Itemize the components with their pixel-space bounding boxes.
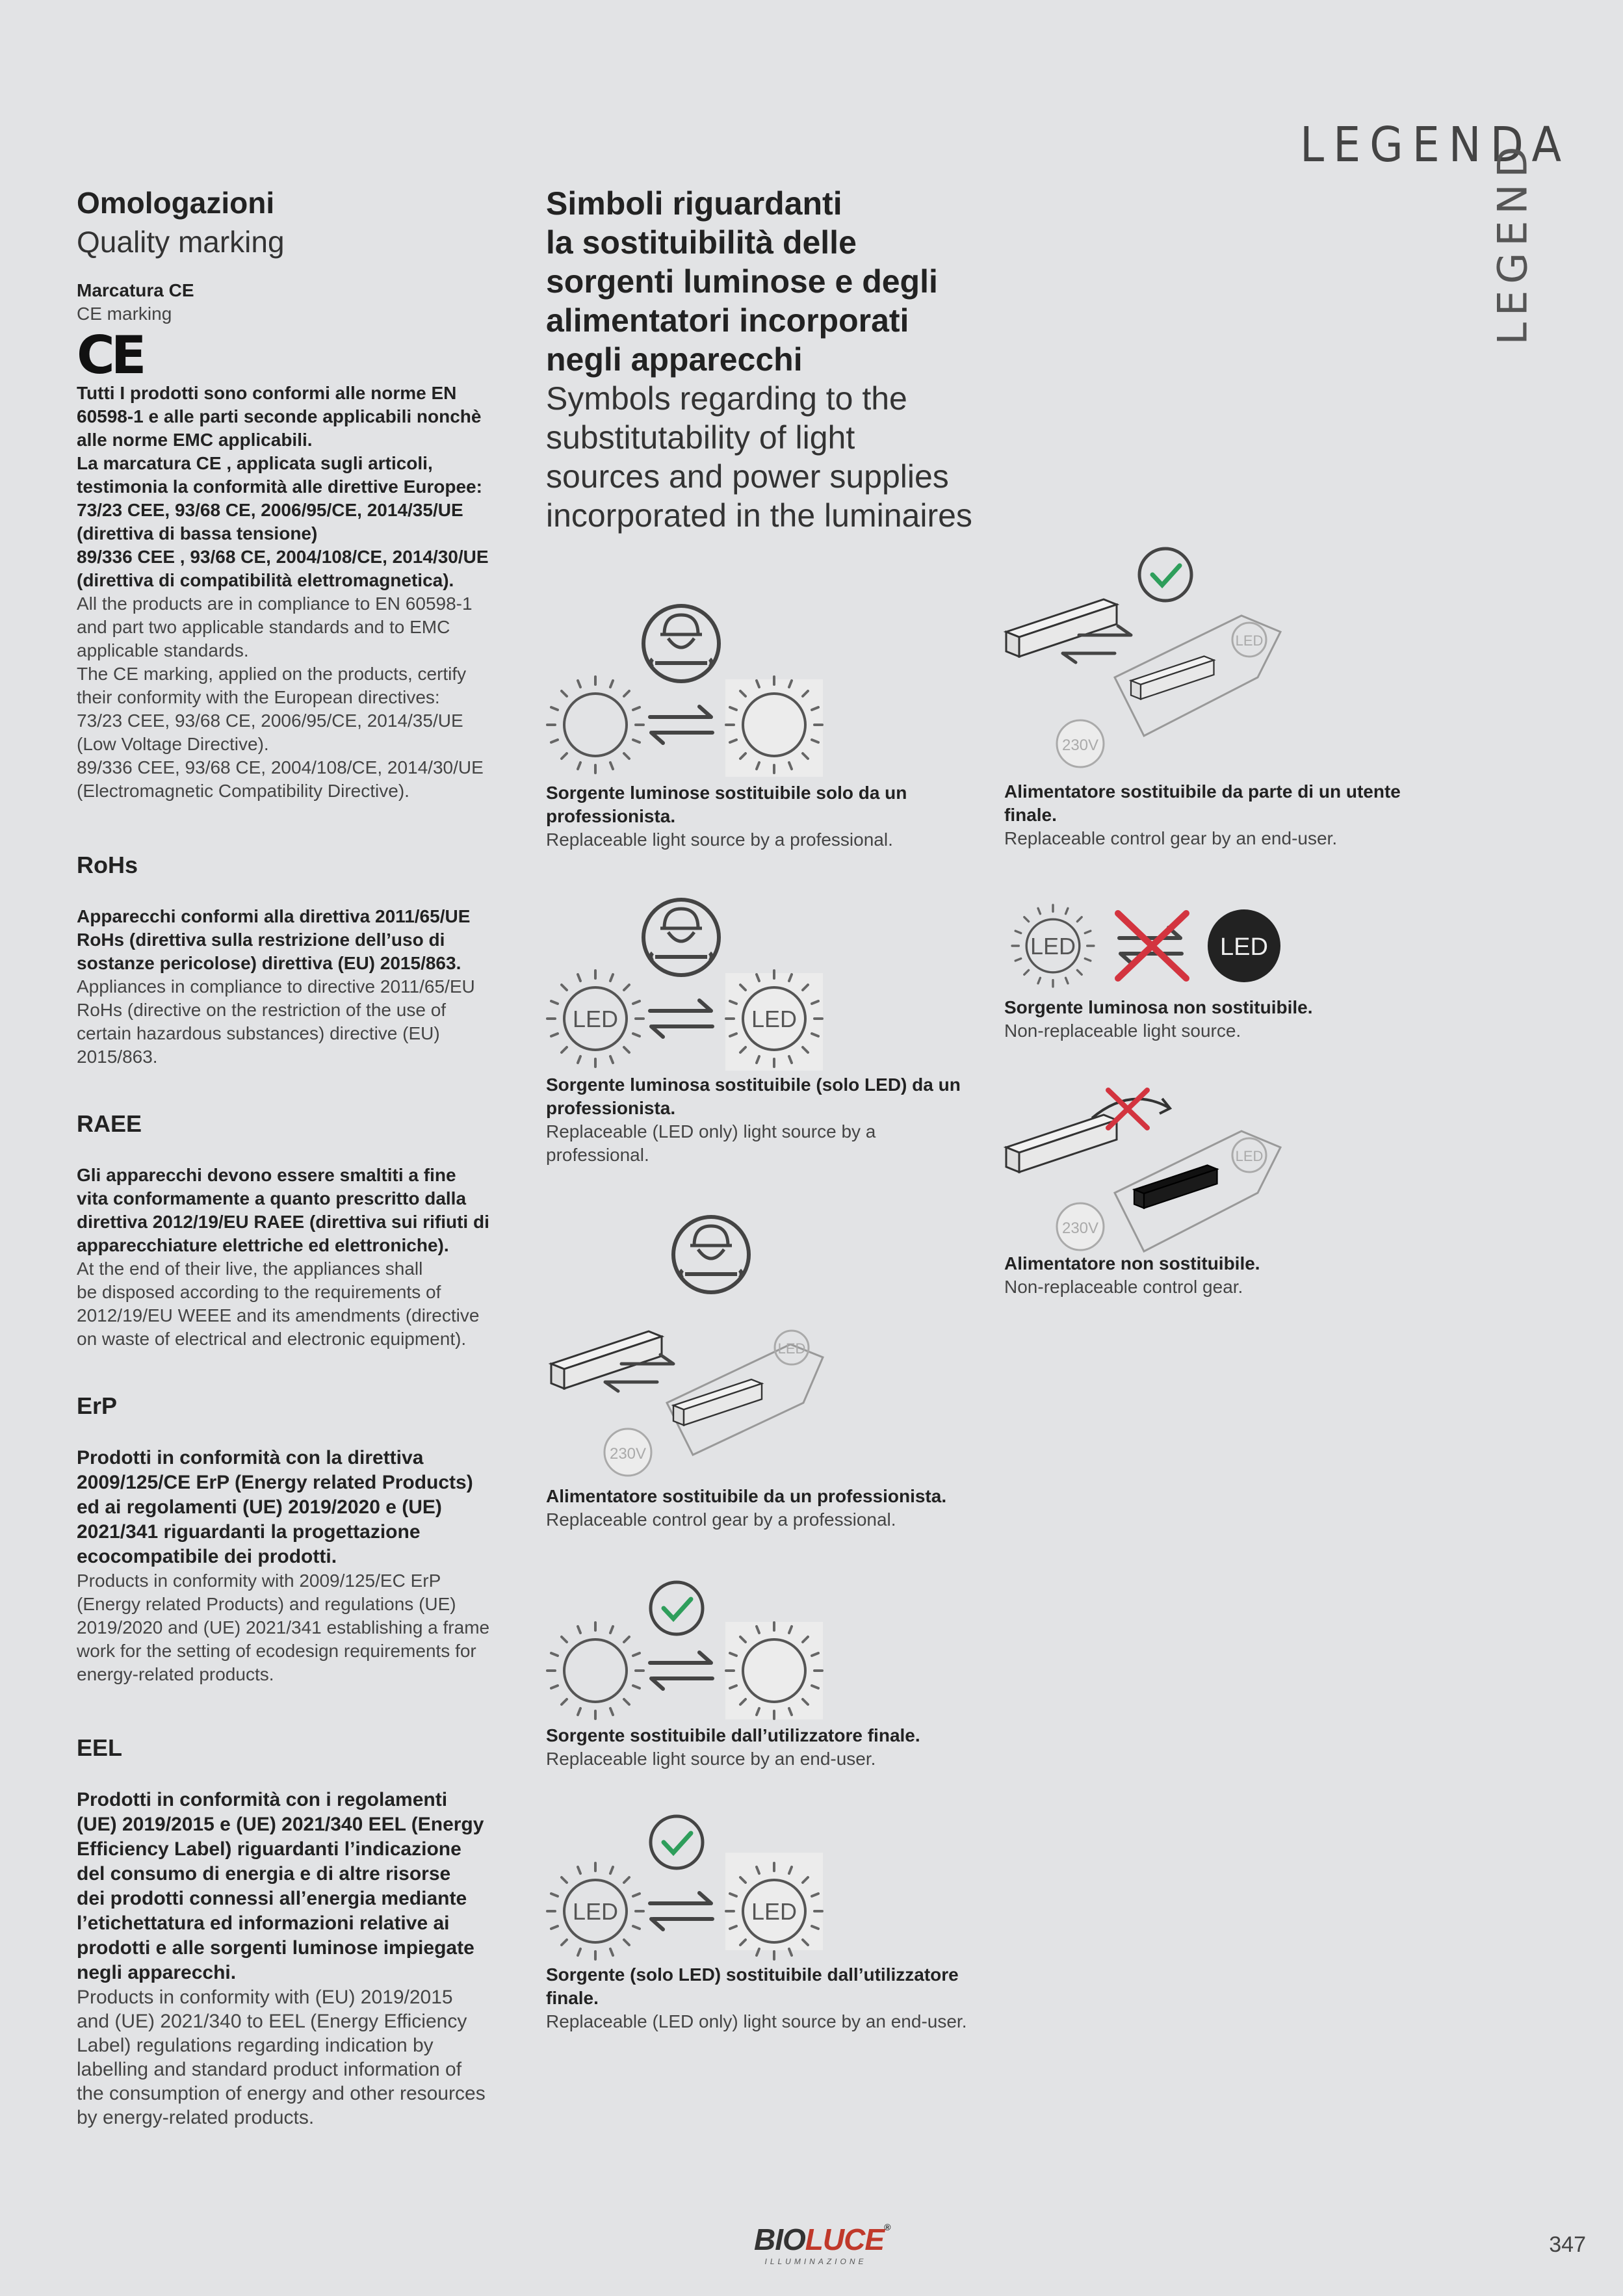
middle-item-1-caption (546, 781, 1014, 852)
text-line: Non-replaceable control gear. (1004, 1277, 1243, 1297)
logo-registered-mark: ® (884, 2222, 890, 2232)
text-line: 2019/2020 and (UE) 2021/341 establishing a frame (77, 1617, 490, 1637)
led-label: LED (572, 1006, 619, 1032)
end-user-light-source-swap-icon (543, 1573, 829, 1723)
text-line: sorgenti luminose e degli (546, 263, 938, 300)
text-line: and (UE) 2021/340 to EEL (Energy Efficiency (77, 2011, 467, 2032)
logo-luce-text: LUCE (805, 2223, 885, 2256)
text-line: testimonia la conformità alle direttive Europee: (77, 476, 482, 497)
text-line: la sostituibilità delle (546, 224, 857, 261)
text-line: Prodotti in conformità con la direttiva (77, 1447, 424, 1468)
non-replaceable-control-gear-icon (1001, 1082, 1287, 1258)
text-line: 2021/341 riguardanti la progettazione (77, 1521, 421, 1543)
led-label: LED (572, 1898, 619, 1925)
text-line: alle norme EMC applicabili. (77, 430, 313, 450)
right-item-3-caption (1004, 1252, 1472, 1299)
text-line: (direttiva di compatibilità elettromagnetica). (77, 570, 454, 591)
approvals-title-it: Omologazioni (77, 186, 275, 220)
text-line: sostanze pericolose) direttiva (EU) 2015/863. (77, 953, 461, 973)
led-label: LED (1235, 1148, 1264, 1164)
text-line: (Low Voltage Directive). (77, 734, 269, 755)
text-line: Alimentatore sostituibile da un professionista. (546, 1486, 947, 1506)
text-line: the consumption of energy and other resources (77, 2083, 486, 2104)
led-label: LED (777, 1340, 806, 1357)
text-line: finale. (546, 1988, 599, 2008)
text-line: professionista. (546, 806, 676, 826)
text-line: Sorgente luminosa sostituibile (solo LED) da un (546, 1075, 961, 1095)
voltage-label: 230V (609, 1445, 647, 1463)
text-line: 73/23 CEE, 93/68 CE, 2006/95/CE, 2014/35/UE (77, 500, 463, 521)
text-line: vita conformamente a quanto prescritto dalla (77, 1188, 467, 1208)
text-line: Sorgente (solo LED) sostituibile dall’utilizzatore (546, 1964, 959, 1985)
text-line: ecocompatibile dei prodotti. (77, 1546, 337, 1567)
erp-section (77, 1392, 519, 1686)
text-line: Appliances in compliance to directive 2011/65/EU (77, 976, 475, 997)
text-line: Label) regulations regarding indication by (77, 2035, 434, 2056)
text-line: 73/23 CEE, 93/68 CE, 2006/95/CE, 2014/35/UE (77, 711, 463, 731)
text-line: Products in conformity with 2009/125/EC ErP (77, 1571, 441, 1591)
text-line: La marcatura CE , applicata sugli articoli, (77, 453, 433, 474)
text-line: Efficiency Label) riguardanti l’indicazione (77, 1838, 461, 1860)
raee-title: RAEE (77, 1110, 142, 1137)
text-line: prodotti e alle sorgenti luminose impiegate (77, 1937, 474, 1959)
text-line: At the end of their live, the appliances shall (77, 1259, 423, 1279)
text-line: Gli apparecchi devono essere smaltiti a fine (77, 1165, 456, 1185)
voltage-label: 230V (1061, 1220, 1099, 1237)
text-line: dei prodotti connessi all’energia mediante (77, 1888, 467, 1909)
middle-item-2-caption (546, 1073, 1014, 1167)
text-line: professionista. (546, 1098, 676, 1118)
legend-vertical-heading (1483, 140, 1542, 346)
ce-title-it: Marcatura CE (77, 280, 194, 300)
text-line: professional. (546, 1145, 649, 1165)
middle-item-4-caption (546, 1724, 1014, 1771)
erp-title: ErP (77, 1392, 118, 1419)
logo-subtitle: ILLUMINAZIONE (764, 2257, 867, 2266)
bioluce-logo (754, 2222, 890, 2266)
text-line: 89/336 CEE , 93/68 CE, 2004/108/CE, 2014/30/UE (77, 547, 489, 567)
symbols-heading (546, 184, 1040, 535)
text-line: apparecchiature elettriche ed elettroniche). (77, 1235, 449, 1255)
text-line: direttiva 2012/19/EU RAEE (direttiva sui rifiuti di (77, 1212, 489, 1232)
right-item-2-caption (1004, 996, 1472, 1043)
text-line: 2009/125/CE ErP (Energy related Products) (77, 1472, 473, 1493)
text-line: Replaceable (LED only) light source by a (546, 1121, 876, 1141)
text-line: be disposed according to the requirements of (77, 1282, 441, 1302)
legenda-heading: LEGENDA (1300, 117, 1571, 173)
logo-bio-text: BIO (754, 2223, 805, 2256)
text-line: RoHs (direttiva sulla restrizione dell’uso di (77, 930, 445, 950)
text-line: work for the setting of ecodesign requirements for (77, 1641, 476, 1661)
professional-led-source-swap-icon (543, 892, 829, 1074)
text-line: energy-related products. (77, 1664, 274, 1684)
text-line: sources and power supplies (546, 458, 949, 495)
text-line: Replaceable control gear by a professional. (546, 1509, 896, 1530)
text-line: finale. (1004, 805, 1057, 825)
ce-mark-icon: CE (77, 325, 143, 386)
professional-light-source-swap-icon (543, 598, 829, 780)
text-line: Symbols regarding to the (546, 380, 907, 417)
non-replaceable-light-source-icon (1001, 894, 1287, 998)
text-line: Replaceable light source by an end-user. (546, 1749, 876, 1769)
middle-item-3-caption (546, 1485, 1014, 1532)
text-line: (Electromagnetic Compatibility Directive). (77, 781, 409, 802)
text-line: Replaceable light source by a professional. (546, 829, 893, 850)
approvals-title-en: Quality marking (77, 224, 285, 259)
text-line: alimentatori incorporati (546, 302, 909, 339)
text-line: negli apparecchi. (77, 1962, 237, 1983)
text-line: 2015/863. (77, 1047, 158, 1067)
text-line: ed ai regolamenti (UE) 2019/2020 e (UE) (77, 1496, 442, 1518)
text-line: del consumo di energia e di altre risorse (77, 1863, 451, 1885)
text-line: by energy-related products. (77, 2107, 315, 2128)
text-line: All the products are in compliance to EN 60598-1 (77, 594, 473, 614)
text-line: certain hazardous substances) directive (EU) (77, 1023, 440, 1043)
text-line: on waste of electrical and electronic equipment). (77, 1329, 467, 1349)
end-user-control-gear-swap-icon (1001, 541, 1287, 781)
text-line: Apparecchi conformi alla direttiva 2011/65/UE (77, 906, 471, 926)
middle-item-5-caption (546, 1963, 1014, 2033)
text-line: their conformity with the European directives: (77, 687, 440, 708)
left-column (77, 184, 519, 803)
text-line: Non-replaceable light source. (1004, 1021, 1241, 1041)
text-line: Alimentatore non sostituibile. (1004, 1253, 1260, 1273)
page-number: 347 (1549, 2232, 1586, 2257)
eel-title: EEL (77, 1734, 123, 1761)
text-line: 60598-1 e alle parti seconde applicabili nonchè (77, 406, 482, 427)
legend-vertical-text: LEGEND (1488, 140, 1537, 345)
text-line: The CE marking, applied on the products, certify (77, 664, 467, 685)
text-line: Simboli riguardanti (546, 185, 842, 222)
text-line: (Energy related Products) and regulations (UE) (77, 1594, 456, 1614)
end-user-led-source-swap-icon (543, 1814, 829, 1963)
voltage-label: 230V (1061, 737, 1099, 754)
text-line: (direttiva di bassa tensione) (77, 523, 318, 544)
led-label: LED (1030, 933, 1076, 959)
led-label: LED (1220, 933, 1268, 961)
text-line: Sorgente luminosa non sostituibile. (1004, 997, 1313, 1017)
led-label: LED (751, 1898, 798, 1925)
text-line: substitutability of light (546, 419, 855, 456)
ce-body-it (77, 382, 519, 592)
text-line: Prodotti in conformità con i regolamenti (77, 1789, 448, 1810)
raee-section (77, 1110, 519, 1351)
text-line: (UE) 2019/2015 e (UE) 2021/340 EEL (Energy (77, 1814, 484, 1835)
rohs-section (77, 852, 519, 1069)
text-line: Alimentatore sostituibile da parte di un utente (1004, 781, 1401, 802)
text-line: 2012/19/EU WEEE and its amendments (directive (77, 1305, 480, 1325)
right-item-1-caption (1004, 780, 1472, 850)
text-line: Replaceable control gear by an end-user. (1004, 828, 1338, 848)
text-line: Replaceable (LED only) light source by an end-user. (546, 2011, 967, 2031)
text-line: negli apparecchi (546, 341, 803, 378)
text-line: labelling and standard product information of (77, 2059, 462, 2080)
text-line: and part two applicable standards and to EMC (77, 617, 450, 638)
led-label: LED (751, 1006, 798, 1032)
text-line: Tutti I prodotti sono conformi alle norme EN (77, 383, 457, 404)
ce-title-en: CE marking (77, 303, 172, 324)
text-line: l’etichettatura ed informazioni relative ai (77, 1912, 450, 1934)
text-line: Sorgente luminose sostituibile solo da un (546, 783, 907, 803)
text-line: Sorgente sostituibile dall’utilizzatore finale. (546, 1725, 920, 1745)
text-line: RoHs (directive on the restriction of the use of (77, 1000, 447, 1020)
led-label: LED (1235, 633, 1264, 649)
professional-control-gear-swap-icon (543, 1208, 836, 1481)
rohs-title: RoHs (77, 852, 138, 878)
eel-section (77, 1734, 519, 2130)
text-line: incorporated in the luminaires (546, 497, 972, 534)
text-line: applicable standards. (77, 640, 249, 661)
text-line: Products in conformity with (EU) 2019/2015 (77, 1987, 453, 2008)
ce-body-en (77, 592, 519, 803)
text-line: 89/336 CEE, 93/68 CE, 2004/108/CE, 2014/30/UE (77, 757, 484, 778)
